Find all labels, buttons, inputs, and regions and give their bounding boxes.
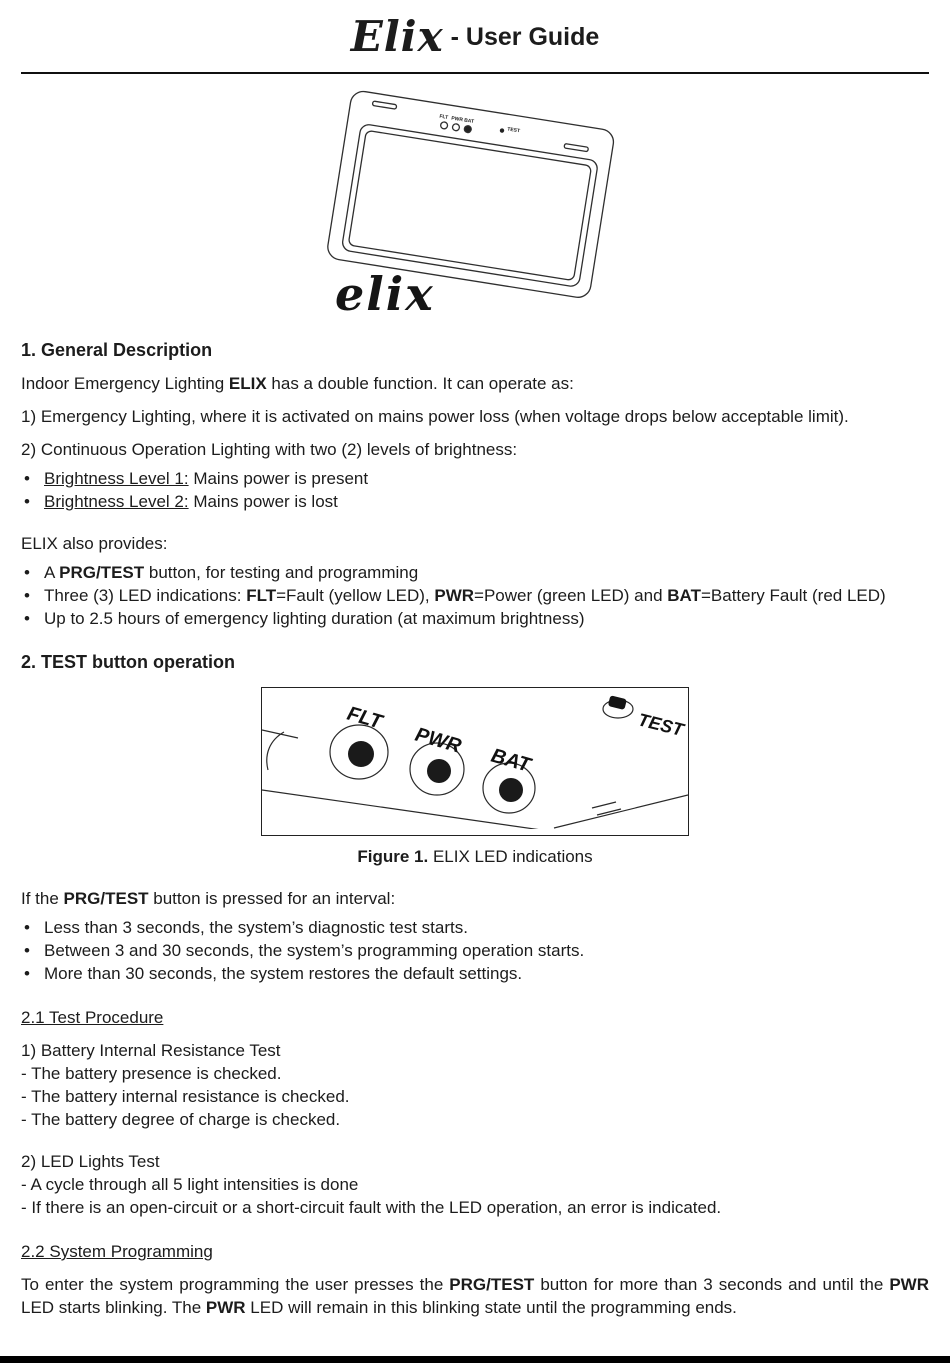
bullet-marker: • (24, 563, 30, 582)
text-run: LED will remain in this blinking state until the programming ends. (245, 1298, 737, 1317)
list-item-text: Up to 2.5 hours of emergency lighting duration (at maximum brightness) (44, 609, 585, 628)
list-item (21, 607, 929, 630)
list-item (21, 916, 929, 939)
text-run-bold: PWR (205, 1298, 246, 1317)
bullet-marker: • (24, 941, 30, 960)
procedure-line: - If there is an open-circuit or a short-circuit fault with the LED operation, an error is indicated. (21, 1198, 722, 1217)
panel-edge-line (262, 790, 688, 829)
list-item-text: Between 3 and 30 seconds, the system’s programming operation starts. (44, 941, 585, 960)
procedure-line: - The battery internal resistance is checked. (21, 1087, 350, 1106)
paragraph-also-provides: ELIX also provides: (21, 534, 168, 553)
list-item (21, 962, 929, 985)
led-bat (499, 778, 523, 802)
device-panel-inner (348, 130, 591, 280)
list-item (21, 490, 929, 513)
text-run-bold: PRG/TEST (63, 889, 149, 908)
section-1-heading: 1. General Description (21, 340, 213, 360)
text-run: has a double function. It can operate as: (266, 374, 574, 393)
paragraph-test-intervals (21, 887, 929, 910)
section-2-heading: 2. TEST button operation (21, 652, 235, 672)
figure-led-label-flt: FLT (344, 702, 385, 734)
figure-test-label: TEST (636, 709, 686, 741)
text-run: To enter the system programming the user presses the (21, 1275, 450, 1294)
device-led-label-pwr: PWR (450, 115, 464, 124)
text-run: =Power (green LED) and (474, 586, 668, 605)
device-led-bat (464, 125, 472, 133)
text-run: Mains power is lost (188, 492, 338, 511)
figure-led-label-pwr: PWR (412, 723, 464, 758)
section-2-1-heading: 2.1 Test Procedure (21, 1008, 164, 1027)
figure-1-svg (262, 688, 688, 829)
bullet-marker: • (24, 918, 30, 937)
figure-led-label-bat: BAT (488, 744, 533, 777)
elix-script-logo: elix (335, 267, 435, 318)
device-illustration (305, 86, 645, 318)
page-title (21, 14, 929, 69)
led-test-lines (21, 1150, 929, 1219)
test-button-cap (608, 695, 627, 710)
text-run: =Fault (yellow LED), (276, 586, 435, 605)
text-run-bold: PRG/TEST (59, 563, 145, 582)
text-run-underline: Brightness Level 2: (44, 492, 189, 511)
text-run-underline: Brightness Level 1: (44, 469, 189, 488)
panel-corner-arc (267, 732, 284, 770)
text-run: Indoor Emergency Lighting (21, 374, 229, 393)
list-item-text (44, 584, 929, 607)
figure-1-caption (21, 845, 929, 868)
procedure-line: - The battery degree of charge is checked. (21, 1110, 341, 1129)
paragraph-emergency-mode: 1) Emergency Lighting, where it is activated on mains power loss (when voltage drops below acceptable limit). (21, 407, 849, 426)
features-list (21, 561, 929, 630)
page-bottom-edge (0, 1356, 950, 1363)
paragraph-continuous-mode: 2) Continuous Operation Lighting with two (2) levels of brightness: (21, 440, 518, 459)
bullet-marker: • (24, 469, 30, 488)
device-test-label: TEST (506, 126, 521, 135)
led-pwr (427, 759, 451, 783)
text-run: Mains power is present (188, 469, 369, 488)
text-run: button for more than 3 seconds and until the (534, 1275, 890, 1294)
list-item (21, 584, 929, 607)
section-2-2-heading: 2.2 System Programming (21, 1242, 213, 1261)
text-run-bold: FLT (246, 586, 277, 605)
intervals-list (21, 916, 929, 985)
list-item-text (44, 467, 929, 490)
title-suffix: - User Guide (443, 23, 600, 51)
text-run: Three (3) LED indications: (44, 586, 247, 605)
device-illustration-svg (305, 86, 645, 318)
device-vent-right (564, 144, 588, 152)
text-run: LED starts blinking. The (21, 1298, 206, 1317)
device-panel-outer (341, 123, 598, 287)
text-run: button is pressed for an interval: (148, 889, 396, 908)
panel-slot-line (592, 802, 616, 808)
procedure-line: 2) LED Lights Test (21, 1152, 160, 1171)
list-item-text (44, 561, 929, 584)
device-led-flt (440, 122, 448, 130)
header-rule (21, 72, 929, 74)
figure-1-panel-lines (262, 700, 688, 829)
figure-1 (261, 687, 689, 836)
caption-text: ELIX LED indications (428, 847, 593, 866)
procedure-line: - The battery presence is checked. (21, 1064, 282, 1083)
text-run-bold: BAT (667, 586, 701, 605)
text-run: button, for testing and programming (144, 563, 419, 582)
text-run-bold: PRG/TEST (449, 1275, 535, 1294)
list-item (21, 467, 929, 490)
bullet-marker: • (24, 586, 30, 605)
device-led-label-flt: FLT (438, 113, 449, 121)
list-item (21, 561, 929, 584)
led-flt (348, 741, 374, 767)
list-item-text: More than 30 seconds, the system restores the default settings. (44, 964, 523, 983)
header (21, 14, 929, 74)
panel-edge-line (554, 795, 688, 828)
text-run-bold: PWR (889, 1275, 929, 1294)
list-item-text (44, 490, 929, 513)
brand-logo-text: Elix (350, 12, 444, 61)
bullet-marker: • (24, 492, 30, 511)
device-test-button (499, 128, 504, 133)
bullet-marker: • (24, 609, 30, 628)
list-item (21, 939, 929, 962)
battery-test-lines (21, 1039, 929, 1131)
text-run-bold: PWR (434, 586, 475, 605)
device-vent-left (372, 101, 396, 109)
procedure-line: - A cycle through all 5 light intensities is done (21, 1175, 359, 1194)
text-run-bold: ELIX (228, 374, 267, 393)
text-run: =Battery Fault (red LED) (700, 586, 886, 605)
text-run: A (44, 563, 60, 582)
paragraph-programming (21, 1273, 929, 1319)
device-led-label-bat: BAT (463, 117, 475, 126)
paragraph-intro (21, 372, 929, 395)
list-item-text: Less than 3 seconds, the system’s diagnostic test starts. (44, 918, 468, 937)
text-run: If the (21, 889, 64, 908)
caption-label: Figure 1. (357, 847, 429, 866)
bullet-marker: • (24, 964, 30, 983)
procedure-line: 1) Battery Internal Resistance Test (21, 1041, 281, 1060)
device-led-pwr (452, 123, 460, 131)
brightness-list (21, 467, 929, 513)
